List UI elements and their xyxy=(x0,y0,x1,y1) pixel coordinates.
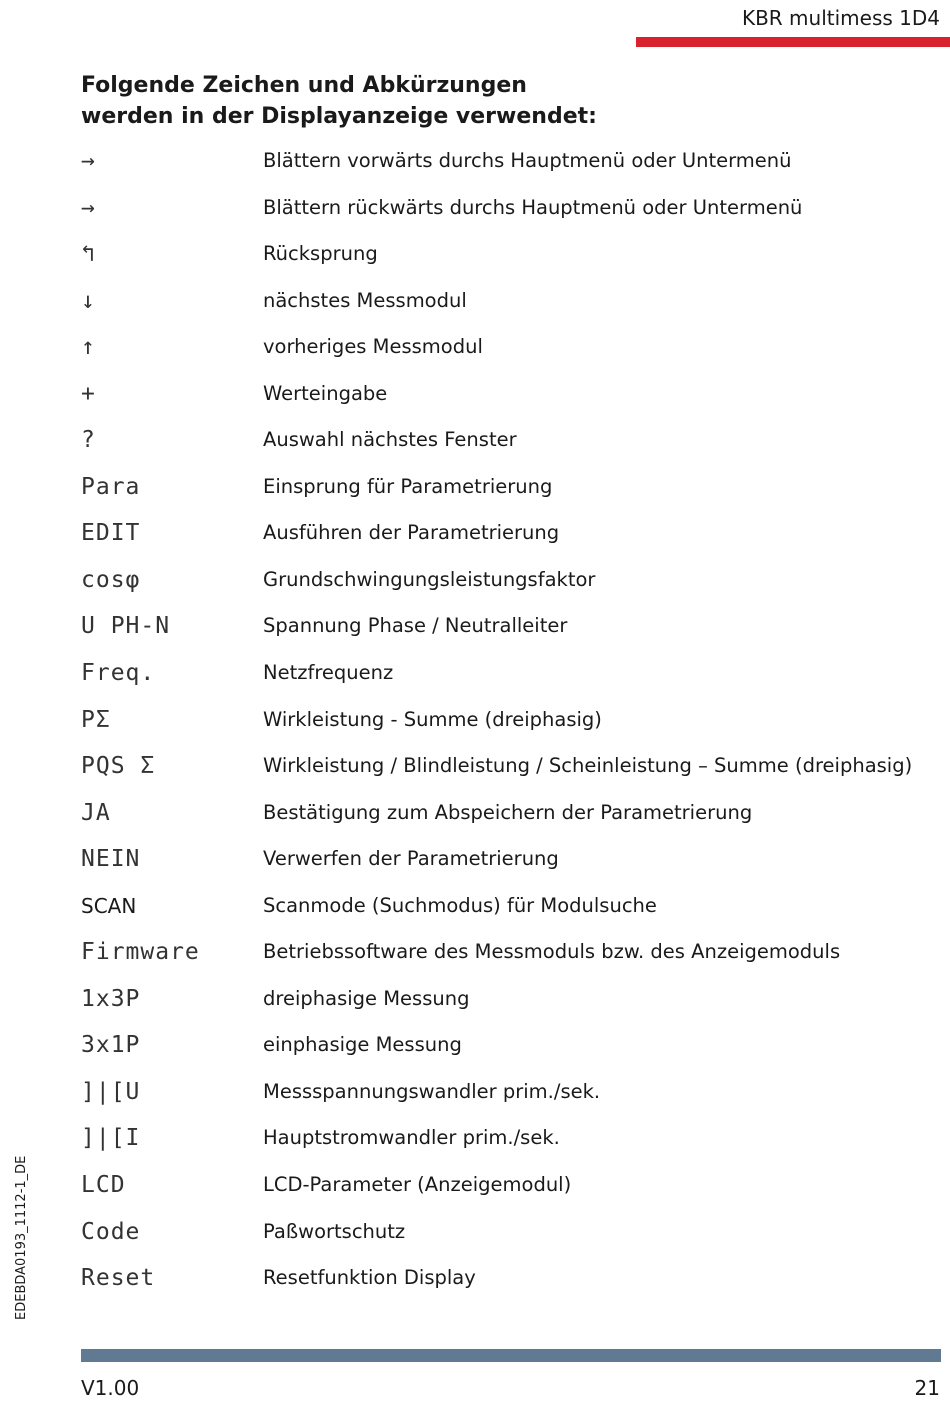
table-row xyxy=(0,698,950,745)
table-row xyxy=(0,372,950,419)
row-symbol: PΣ xyxy=(81,706,111,733)
table-row xyxy=(0,791,950,838)
footer-version: V1.00 xyxy=(81,1376,140,1400)
table-row xyxy=(0,1210,950,1257)
heading-line-1: Folgende Zeichen und Abkürzungen xyxy=(81,73,527,98)
table-row xyxy=(0,279,950,326)
table-row xyxy=(0,930,950,977)
table-row xyxy=(0,1023,950,1070)
row-description: Wirkleistung - Summe (dreiphasig) xyxy=(263,707,602,731)
row-description: Spannung Phase / Neutralleiter xyxy=(263,614,568,638)
table-row xyxy=(0,465,950,512)
plus-icon: + xyxy=(81,380,96,407)
row-symbol: 3x1P xyxy=(81,1032,141,1059)
row-symbol: SCAN xyxy=(81,893,137,918)
row-description: Rücksprung xyxy=(263,242,378,266)
table-row xyxy=(0,232,950,279)
row-description: Verwerfen der Parametrierung xyxy=(263,847,559,871)
arrow-right-icon: → xyxy=(81,148,96,174)
footer-bar xyxy=(81,1349,941,1362)
row-description: LCD-Parameter (Anzeigemodul) xyxy=(263,1173,572,1197)
heading-line-2: werden in der Displayanzeige verwendet: xyxy=(81,104,597,129)
row-description: Bestätigung zum Abspeichern der Parametrierung xyxy=(263,800,753,824)
row-description: Einsprung für Parametrierung xyxy=(263,474,553,498)
document-header-title: KBR multimess 1D4 xyxy=(741,6,940,30)
arrow-right-icon: → xyxy=(81,194,96,221)
document-code-vertical: EDEBDA0193_1112-1_DE xyxy=(14,1155,29,1320)
arrow-down-icon: ↓ xyxy=(81,287,96,314)
row-description: Blättern rückwärts durchs Hauptmenü oder Untermenü xyxy=(263,195,803,219)
row-description: Netzfrequenz xyxy=(263,661,394,685)
table-row xyxy=(0,325,950,372)
arrow-up-icon: ↑ xyxy=(81,334,96,361)
row-description: einphasige Messung xyxy=(263,1033,462,1057)
header-accent-bar xyxy=(636,37,950,47)
row-description: Grundschwingungsleistungsfaktor xyxy=(263,567,596,591)
row-symbol: U PH-N xyxy=(81,613,171,640)
question-icon: ? xyxy=(81,427,96,454)
row-symbol: Freq. xyxy=(81,660,156,687)
row-description: Blättern vorwärts durchs Hauptmenü oder Untermenü xyxy=(263,149,792,172)
table-row xyxy=(0,1163,950,1210)
row-symbol: 1x3P xyxy=(81,985,141,1012)
table-row xyxy=(0,418,950,465)
table-row xyxy=(0,977,950,1024)
row-symbol: LCD xyxy=(81,1172,126,1199)
row-description: Scanmode (Suchmodus) für Modulsuche xyxy=(263,893,657,917)
table-row xyxy=(0,511,950,558)
return-arrow-icon: ↰ xyxy=(81,241,96,268)
table-row xyxy=(0,139,950,186)
row-description: Auswahl nächstes Fenster xyxy=(263,428,517,452)
row-symbol: Reset xyxy=(81,1265,156,1292)
table-row xyxy=(0,558,950,605)
row-symbol: cosφ xyxy=(81,566,141,593)
row-symbol: JA xyxy=(81,799,111,826)
table-row xyxy=(0,837,950,884)
table-row xyxy=(0,744,950,791)
row-description: Wirkleistung / Blindleistung / Scheinleistung – Summe (dreiphasig) xyxy=(263,754,913,778)
row-symbol: NEIN xyxy=(81,846,141,873)
table-row xyxy=(0,1256,950,1303)
row-description: nächstes Messmodul xyxy=(263,288,467,312)
table-row xyxy=(0,1116,950,1163)
row-description: Paßwortschutz xyxy=(263,1219,406,1243)
table-row xyxy=(0,1070,950,1117)
row-description: vorheriges Messmodul xyxy=(263,335,483,359)
row-description: Resetfunktion Display xyxy=(263,1266,476,1290)
row-symbol: ]|[U xyxy=(81,1078,141,1105)
section-heading xyxy=(81,70,597,132)
row-description: Messspannungswandler prim./sek. xyxy=(263,1079,601,1103)
table-row xyxy=(0,186,950,233)
row-symbol: Firmware xyxy=(81,939,200,966)
symbol-table xyxy=(0,139,950,1303)
row-symbol: EDIT xyxy=(81,520,141,547)
row-symbol: PQS Σ xyxy=(81,753,156,780)
row-symbol: Code xyxy=(81,1218,141,1245)
row-description: Ausführen der Parametrierung xyxy=(263,521,560,545)
row-description: dreiphasige Messung xyxy=(263,986,470,1010)
table-row xyxy=(0,651,950,698)
table-row xyxy=(0,884,950,931)
page-number: 21 xyxy=(914,1376,940,1400)
row-symbol: Para xyxy=(81,473,141,500)
row-description: Betriebssoftware des Messmoduls bzw. des Anzeigemoduls xyxy=(263,940,841,964)
row-symbol: ]|[I xyxy=(81,1125,141,1152)
table-row xyxy=(0,604,950,651)
row-description: Hauptstromwandler prim./sek. xyxy=(263,1126,560,1150)
row-description: Werteingabe xyxy=(263,381,388,405)
